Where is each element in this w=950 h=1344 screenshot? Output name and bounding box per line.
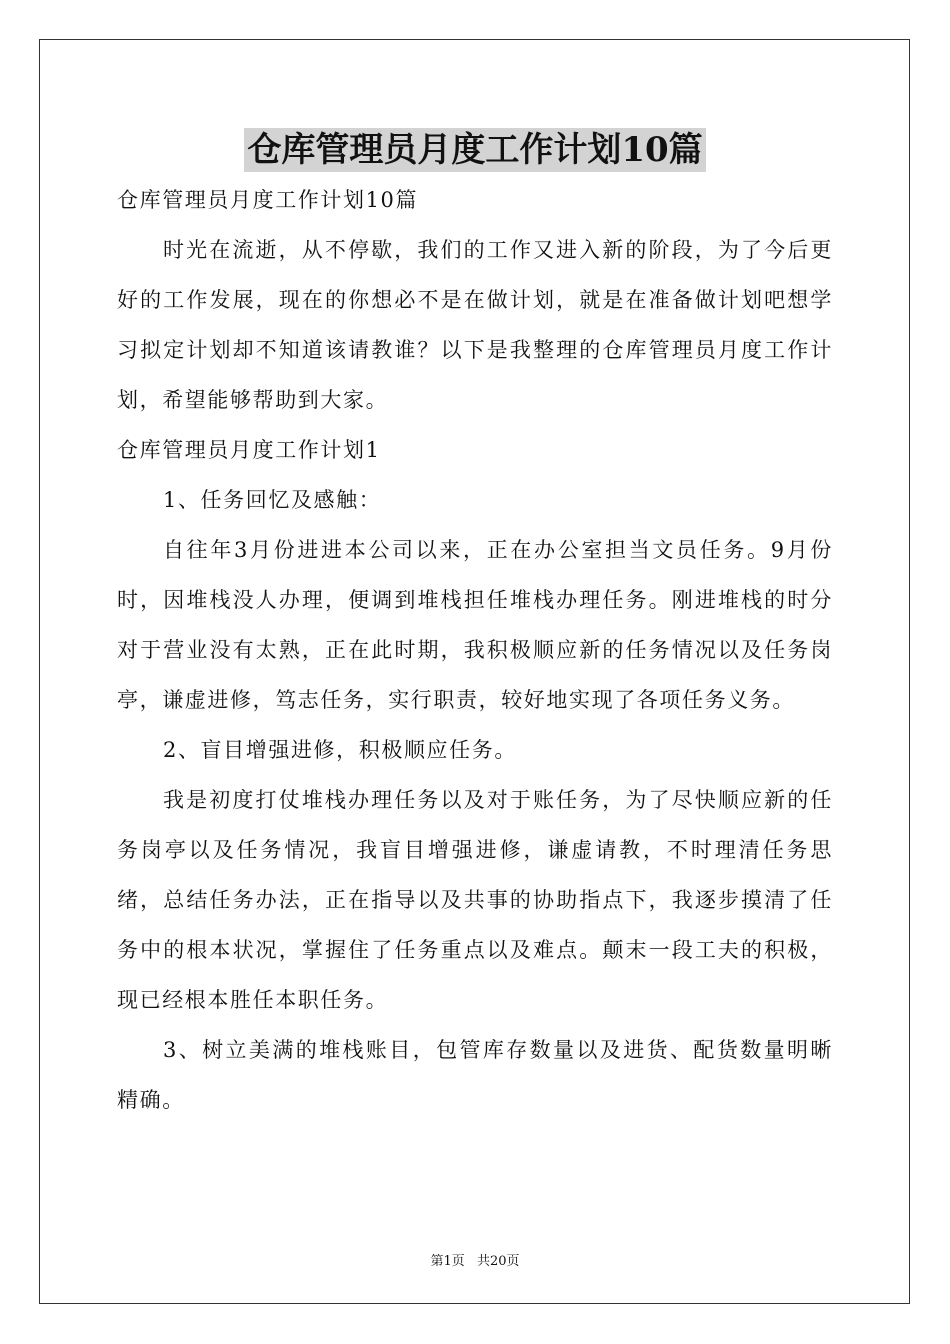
paragraph: 3、树立美满的堆栈账目，包管库存数量以及进货、配货数量明晰精确。 <box>117 1038 833 1112</box>
paragraph: 我是初度打仗堆栈办理任务以及对于账任务，为了尽快顺应新的任务岗亭以及任务情况，我盲目增强进修，谦虚请教，不时理清任务思绪，总结任务办法，正在指导以及共事的协助指点下，我逐步摸清了任务中的根本状况，掌握住了任务重点以及难点。颠末一段工夫的积极，现已经根本胜任本职任务。 <box>117 788 833 1012</box>
page-number: 第1页 <box>430 1254 465 1269</box>
document-body <box>117 175 833 1125</box>
document-title: 仓库管理员月度工作计划10篇 <box>244 128 705 172</box>
paragraph: 时光在流逝，从不停歇，我们的工作又进入新的阶段，为了今后更好的工作发展，现在的你想必不是在做计划，就是在准备做计划吧想学习拟定计划却不知道该请教谁？以下是我整理的仓库管理员月度工作计划，希望能够帮助到大家。 <box>117 238 833 412</box>
paragraph: 仓库管理员月度工作计划10篇 <box>117 188 419 212</box>
title-container <box>0 128 950 172</box>
paragraph: 自往年3月份进进本公司以来，正在办公室担当文员任务。9月份时，因堆栈没人办理，便调到堆栈担任堆栈办理任务。刚进堆栈的时分对于营业没有太熟，正在此时期，我积极顺应新的任务情况以及任务岗亭，谦虚进修，笃志任务，实行职责，较好地实现了各项任务义务。 <box>117 538 833 712</box>
page-total: 共20页 <box>476 1254 520 1269</box>
paragraph: 1、任务回忆及感触： <box>163 488 382 512</box>
paragraph: 2、盲目增强进修，积极顺应任务。 <box>163 738 517 762</box>
paragraph: 仓库管理员月度工作计划1 <box>117 438 381 462</box>
page-footer <box>0 1250 950 1269</box>
